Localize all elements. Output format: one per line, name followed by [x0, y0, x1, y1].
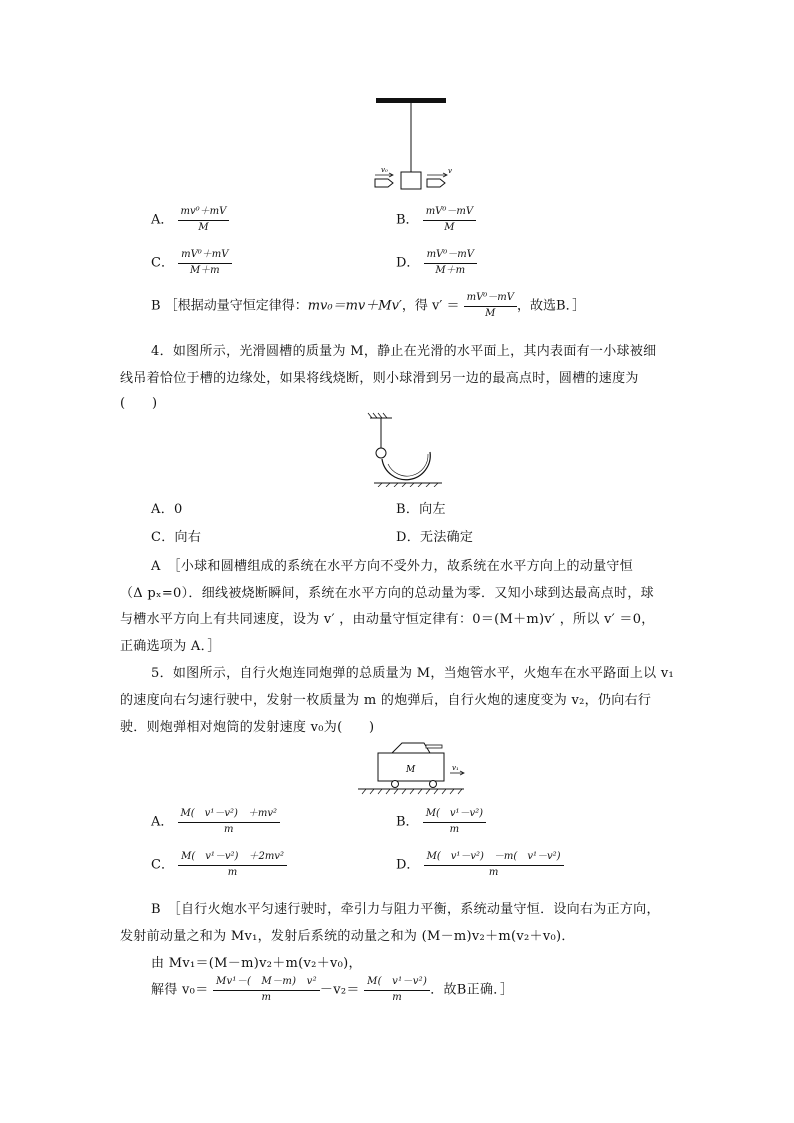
q3-option-c: C． $\frac{\text{mV⁰＋mV}}{M+m}$ — [151, 249, 232, 277]
q5-stem-line1: 5．如图所示，自行火炮连同炮弹的总质量为 M，当炮管水平，火炮车在水平路面上以 v₁ — [151, 666, 675, 681]
q3-option-a: A． $\frac{\text{mv⁰＋mV}}{M}$ — [151, 206, 229, 234]
q3-option-b: B． $\frac{\text{mV⁰－mV}}{M}$ — [396, 206, 476, 234]
q5-option-b: B． $\frac{\text{M( v¹－v²)}}{m}$ — [396, 808, 486, 836]
small-ball — [376, 448, 386, 458]
tank-turret — [392, 743, 430, 753]
q3-option-d: D． $\frac{\text{mV⁰－mV}}{M+m}$ — [396, 249, 477, 277]
q5-answer-line3: 由 Mv₁＝(M－m)v₂＋m(v₂＋v₀)， — [151, 956, 362, 971]
v-label: v — [448, 167, 452, 175]
tank-figure — [356, 739, 466, 799]
bullet-before — [375, 179, 393, 187]
q4-answer-line1: A ［小球和圆槽组成的系统在水平方向不受外力，故系统在水平方向上的动量守恒 — [151, 559, 634, 574]
q4-stem-line1: 4．如图所示，光滑圆槽的质量为 M，静止在光滑的水平面上，其内表面有一小球被细 — [151, 344, 657, 359]
q4-stem-line3: ( ) — [120, 396, 158, 411]
q4-stem-line2: 线吊着恰位于槽的边缘处，如果将线烧断，则小球滑到另一边的最高点时，圆槽的速度为 — [120, 371, 639, 386]
q5-option-a: A． $\frac{\text{M( v¹－v²) ＋mv²}}{m}$ — [151, 808, 280, 836]
q5-solution: 解得 v₀＝ $\frac{\text{Mv¹－( M－m) v²}}{m}$ －v₂＝ $\frac{\text{M( v¹－v²)}}{m}$ ．故B正确．］ — [151, 976, 514, 1003]
q4-answer-letter: A — [151, 559, 161, 574]
q5-answer-line2: 发射前动量之和为 Mv₁，发射后系统的动量之和为 (M－m)v₂＋m(v₂＋v₀)． — [120, 929, 575, 944]
v0-label: v₀ — [381, 166, 388, 174]
q4-option-b: B．向左 — [396, 502, 446, 517]
q3-answer: B ［根据动量守恒定律得：mv₀＝mv＋Mv′，得 v′ ＝ $\frac{\text{mV⁰－mV}}{M}$ ，故选B．］ — [151, 292, 586, 319]
q4-answer-line3: 与槽水平方向上有共同速度，设为 v′ ，由动量守恒定律有：0＝(M＋m)v′ ，所以 v′ ＝0， — [120, 612, 655, 627]
bullet-after — [427, 179, 445, 187]
q5-option-d: D． $\frac{\text{M( v¹－v²) －m( v¹－v²)}}{m}$ — [396, 851, 564, 879]
q5-answer-line1: B ［自行火炮水平匀速行驶时，牵引力与阻力平衡，系统动量守恒．设向右为正方向， — [151, 902, 660, 917]
q4-option-c: C．向右 — [151, 530, 202, 545]
v1-label: v₁ — [452, 764, 459, 772]
q4-option-d: D．无法确定 — [396, 530, 474, 545]
pendulum-figure — [360, 94, 460, 194]
q5-stem-line3: 驶．则炮弹相对炮筒的发射速度 v₀为( ) — [120, 720, 375, 735]
q5-stem-line2: 的速度向右匀速行驶中，发射一枚质量为 m 的炮弹后，自行火炮的速度变为 v₂，仍向右行 — [120, 693, 652, 708]
groove-figure — [362, 412, 442, 487]
ceiling-bar — [376, 98, 446, 103]
q4-answer-line4: 正确选项为 A．］ — [120, 639, 221, 654]
mass-label: M — [406, 765, 416, 775]
q4-option-a: A．0 — [151, 502, 183, 517]
q5-option-c: C． $\frac{\text{M( v¹－v²) ＋2mv²}}{m}$ — [151, 851, 287, 879]
q5-answer-letter: B — [151, 902, 161, 917]
tank-barrel — [426, 745, 442, 748]
q3-answer-letter: B — [151, 298, 161, 314]
hanging-block — [401, 172, 421, 189]
q4-answer-line2: （Δ pₓ=0）．细线被烧断瞬间，系统在水平方向的总动量为零．又知小球到达最高点时，球 — [120, 586, 654, 601]
